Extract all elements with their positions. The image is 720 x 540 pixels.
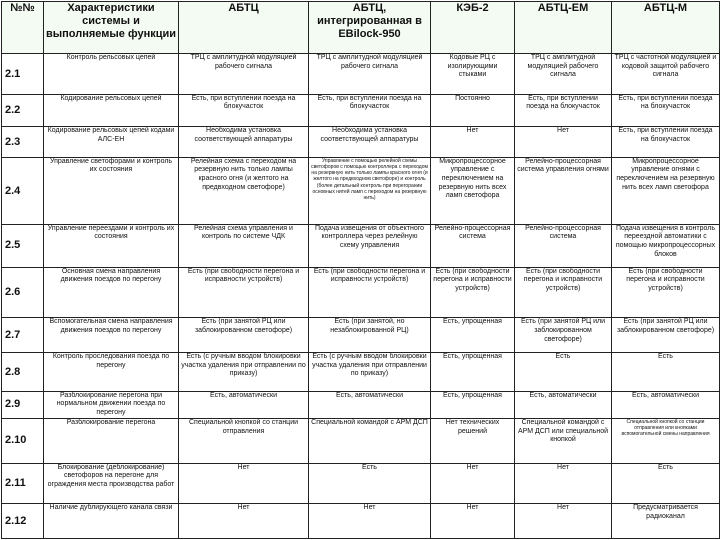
- cell-keb-2: Нет: [431, 504, 515, 539]
- cell-keb-2: Нет: [431, 463, 515, 504]
- cell-abtc-integrated: Есть, автоматически: [309, 391, 431, 418]
- row-function: Основная смена направления движения поездов по перегону: [44, 267, 179, 318]
- row-number: 2.11: [2, 463, 44, 504]
- table-row: [2, 224, 720, 267]
- row-number: 2.1: [2, 54, 44, 95]
- row-number: 2.6: [2, 267, 44, 318]
- cell-abtc-m: Подача извещения в контроль переездной автоматики с помощью микропроцессорных блоков: [612, 224, 720, 267]
- cell-keb-2: Есть, упрощенная: [431, 353, 515, 392]
- cell-abtc-em: Специальной командой с АРМ ДСП или специальной кнопкой: [515, 418, 612, 463]
- cell-abtc-integrated: Есть (при занятой, но незаблокированной РЦ): [309, 318, 431, 353]
- table-row: [2, 54, 720, 95]
- row-number: 2.8: [2, 353, 44, 392]
- cell-keb-2: Есть, упрощенная: [431, 318, 515, 353]
- row-function: Разблокирование перегона: [44, 418, 179, 463]
- header-abtc: АБТЦ: [179, 2, 309, 54]
- row-function: Управление светофорами и контроль их состояния: [44, 157, 179, 224]
- header-number: №№: [2, 2, 44, 54]
- cell-keb-2: Постоянно: [431, 94, 515, 127]
- cell-keb-2: Нет технических решений: [431, 418, 515, 463]
- table-row: [2, 94, 720, 127]
- cell-abtc: Есть, при вступлении поезда на блокучасток: [179, 94, 309, 127]
- header-keb-2: КЭБ-2: [431, 2, 515, 54]
- table-row: [2, 391, 720, 418]
- cell-abtc-integrated: Подача извещения от объектного контроллера через релейную схему управления: [309, 224, 431, 267]
- cell-abtc-em: Релейно-процессорная система управления огнями: [515, 157, 612, 224]
- cell-keb-2: Нет: [431, 127, 515, 158]
- header-abtc-integrated: АБТЦ, интегрированная в EBilock-950: [309, 2, 431, 54]
- cell-abtc: Нет: [179, 463, 309, 504]
- cell-abtc-em: Есть, при вступлении поезда на блокучасток: [515, 94, 612, 127]
- cell-abtc-m: Микропроцессорное управление огнями с переключением на резервную нить всех ламп светофора: [612, 157, 720, 224]
- cell-abtc-integrated: Необходима установка соответствующей аппаратуры: [309, 127, 431, 158]
- row-function: Разблокирование перегона при нормальном движении поезда по перегону: [44, 391, 179, 418]
- cell-abtc: Есть (при свободности перегона и исправности устройств): [179, 267, 309, 318]
- cell-abtc-m: Есть: [612, 463, 720, 504]
- cell-keb-2: Кодовые РЦ с изолирующими стыками: [431, 54, 515, 95]
- cell-abtc-m: Есть, при вступлении поезда на блокучасток: [612, 127, 720, 158]
- cell-abtc: Релейная схема управления и контроль по системе ЧДК: [179, 224, 309, 267]
- table-row: [2, 318, 720, 353]
- row-function: Кодирование рельсовых цепей кодами АЛС-ЕН: [44, 127, 179, 158]
- cell-abtc-integrated: Управление с помощью релейной схемы светофоров с помощью контроллера с переходом на резервную нить только лампы красного огня (и желтого на предвходном светофоре) и контроль (более детальный контроль при перегорании основных нитей ламп с переходом на резервную нить): [309, 157, 431, 224]
- row-function: Контроль проследования поезда по перегону: [44, 353, 179, 392]
- row-function: Вспомогательная смена направления движения поездов по перегону: [44, 318, 179, 353]
- cell-abtc-m: Специальной кнопкой со станции отправления или кнопками вспомогательной смены направления: [612, 418, 720, 463]
- table-row: [2, 504, 720, 539]
- header-characteristics: Характеристики системы и выполняемые функции: [44, 2, 179, 54]
- cell-abtc-integrated: Есть (при свободности перегона и исправности устройств): [309, 267, 431, 318]
- header-abtc-m: АБТЦ-М: [612, 2, 720, 54]
- table-row: [2, 127, 720, 158]
- cell-abtc: Специальной кнопкой со станции отправления: [179, 418, 309, 463]
- table-row: [2, 267, 720, 318]
- cell-abtc: Нет: [179, 504, 309, 539]
- table-row: [2, 157, 720, 224]
- table-row: [2, 418, 720, 463]
- row-number: 2.9: [2, 391, 44, 418]
- cell-abtc-em: Нет: [515, 463, 612, 504]
- cell-abtc-em: Нет: [515, 127, 612, 158]
- cell-abtc-em: Релейно-процессорная система: [515, 224, 612, 267]
- cell-abtc-m: Есть: [612, 353, 720, 392]
- cell-abtc: Релейная схема с переходом на резервную нить только лампы красного огня (и желтого на предвходном светофоре): [179, 157, 309, 224]
- cell-abtc-integrated: ТРЦ с амплитудной модуляцией рабочего сигнала: [309, 54, 431, 95]
- cell-abtc-em: Есть, автоматически: [515, 391, 612, 418]
- cell-keb-2: Есть, упрощенная: [431, 391, 515, 418]
- row-number: 2.3: [2, 127, 44, 158]
- cell-abtc-m: ТРЦ с частотной модуляцией и кодовой защитой рабочего сигнала: [612, 54, 720, 95]
- cell-abtc-m: Предусматривается радиоканал: [612, 504, 720, 539]
- cell-abtc-em: Есть (при свободности перегона и исправности устройств): [515, 267, 612, 318]
- cell-abtc-em: ТРЦ с амплитудной модуляцией рабочего сигнала: [515, 54, 612, 95]
- row-number: 2.5: [2, 224, 44, 267]
- row-function: Контроль рельсовых цепей: [44, 54, 179, 95]
- cell-abtc-m: Есть, при вступлении поезда на блокучасток: [612, 94, 720, 127]
- table-row: [2, 463, 720, 504]
- table-header-row: [2, 2, 720, 54]
- cell-abtc-m: Есть (при занятой РЦ или заблокированном светофоре): [612, 318, 720, 353]
- cell-abtc: Есть, автоматически: [179, 391, 309, 418]
- cell-abtc-integrated: Есть (с ручным вводом блокировки участка удаления при отправлении по приказу): [309, 353, 431, 392]
- cell-keb-2: Релейно-процессорная система: [431, 224, 515, 267]
- header-abtc-em: АБТЦ-ЕМ: [515, 2, 612, 54]
- cell-abtc-em: Есть (при занятой РЦ или заблокированном светофоре): [515, 318, 612, 353]
- cell-keb-2: Есть (при свободности перегона и исправности устройств): [431, 267, 515, 318]
- cell-abtc-integrated: Есть: [309, 463, 431, 504]
- table-row: [2, 353, 720, 392]
- cell-abtc-integrated: Нет: [309, 504, 431, 539]
- cell-abtc-em: Нет: [515, 504, 612, 539]
- row-function: Управление переездами и контроль их состояния: [44, 224, 179, 267]
- cell-abtc: Есть (при занятой РЦ или заблокированном светофоре): [179, 318, 309, 353]
- cell-keb-2: Микропроцессорное управление с переключением на резервную нить всех ламп светофора: [431, 157, 515, 224]
- comparison-table: [1, 1, 720, 539]
- row-number: 2.12: [2, 504, 44, 539]
- cell-abtc-integrated: Специальной командой с АРМ ДСП: [309, 418, 431, 463]
- row-number: 2.4: [2, 157, 44, 224]
- cell-abtc-m: Есть (при свободности перегона и исправности устройств): [612, 267, 720, 318]
- cell-abtc: Есть (с ручным вводом блокировки участка удаления при отправлении по приказу): [179, 353, 309, 392]
- cell-abtc-em: Есть: [515, 353, 612, 392]
- cell-abtc-m: Есть, автоматически: [612, 391, 720, 418]
- row-number: 2.7: [2, 318, 44, 353]
- row-number: 2.10: [2, 418, 44, 463]
- cell-abtc: ТРЦ с амплитудной модуляцией рабочего сигнала: [179, 54, 309, 95]
- row-function: Наличие дублирующего канала связи: [44, 504, 179, 539]
- cell-abtc-integrated: Есть, при вступлении поезда на блокучасток: [309, 94, 431, 127]
- row-number: 2.2: [2, 94, 44, 127]
- row-function: Блокирование (деблокирование) светофоров на перегоне для ограждения места производства работ: [44, 463, 179, 504]
- cell-abtc: Необходима установка соответствующей аппаратуры: [179, 127, 309, 158]
- row-function: Кодирование рельсовых цепей: [44, 94, 179, 127]
